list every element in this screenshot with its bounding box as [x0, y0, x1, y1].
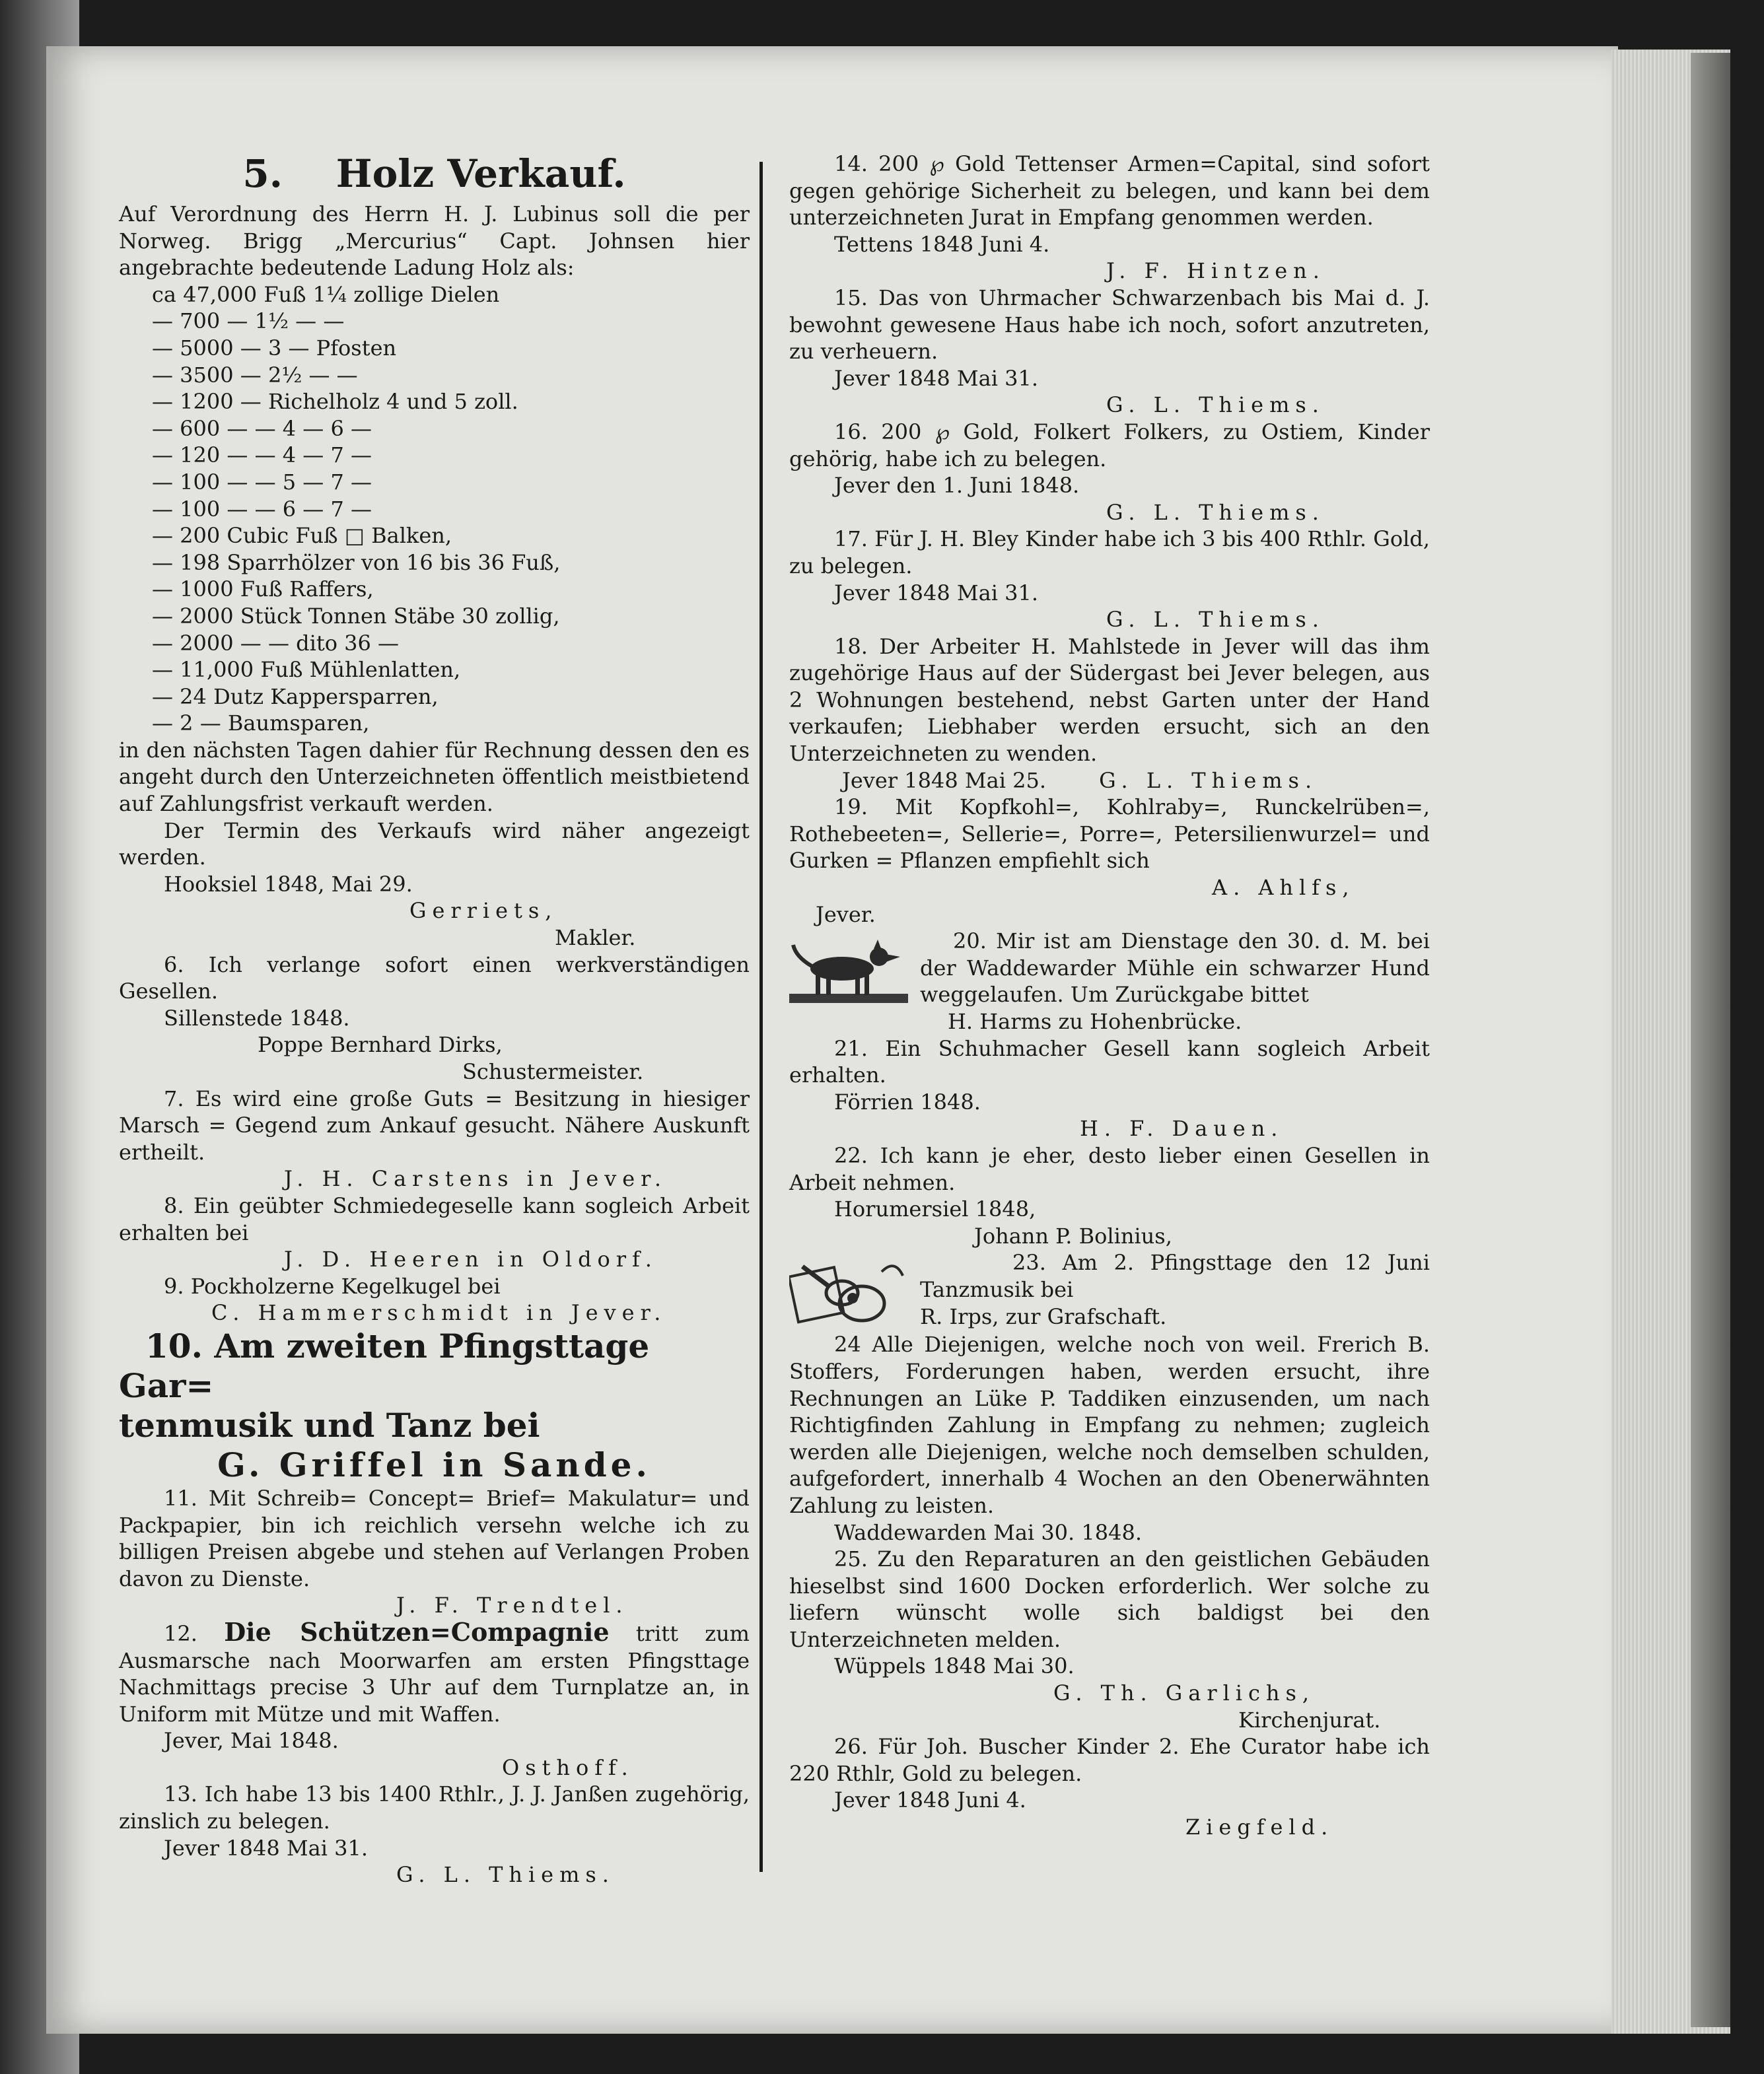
notice-6-signature: Poppe Bernhard Dirks, [258, 1032, 503, 1058]
notice-12-text: tritt zum Ausmarsche nach Moorwarfen am ersten Pfingsttage Nachmittags precise 3 Uhr auf dem Turnplatze an, in Uniform mit Mütze und mit Waffen. [119, 1620, 750, 1727]
notice-18-signature: G. L. Thiems. [1099, 767, 1318, 793]
notice-13-date: Jever 1848 Mai 31. [164, 1835, 368, 1861]
timber-line: — 3500 — 2½ — — [152, 362, 358, 388]
timber-line: — 198 Sparrhölzer von 16 bis 36 Fuß, [152, 549, 561, 575]
timber-line: — 100 — — 5 — 7 — [152, 469, 372, 495]
notice-11: 11. Mit Schreib= Concept= Brief= Makulatur= und Packpapier, bin ich reichlich versehn welche ich zu billigen Preisen abgebe und stehen auf Verlangen Proben davon zu Dienste. [119, 1485, 750, 1591]
right-column [789, 151, 1430, 1841]
notice-11-signature: J. F. Trendtel. [396, 1593, 629, 1618]
notice-9-signature: C. Hammerschmidt in Jever. [211, 1300, 667, 1326]
timber-line: — 2000 Stück Tonnen Stäbe 30 zollig, [152, 603, 560, 629]
timber-line: — 600 — — 4 — 6 — [152, 415, 372, 441]
notice-14: 14. 200 ℘ Gold Tettenser Armen=Capital, sind sofort gegen gehörige Sicherheit zu belegen, und kann bei dem unterzeichneten Jurat in Empfang genommen werden. [789, 151, 1430, 230]
notice-10-line3: G. Griffel in Sande. [217, 1445, 651, 1484]
dog-icon [789, 930, 908, 1010]
notice-title: Holz Verkauf. [335, 151, 626, 196]
timber-line: — 1000 Fuß Raffers, [152, 576, 374, 602]
notice-26: 26. Für Joh. Buscher Kinder 2. Ehe Curator habe ich 220 Rthlr, Gold zu belegen. [789, 1734, 1430, 1786]
notice-25-signature: G. Th. Garlichs, [1053, 1680, 1315, 1706]
notice-5-heading [119, 151, 750, 197]
notice-5-signature-title: Makler. [555, 925, 636, 951]
notice-24: 24 Alle Diejenigen, welche noch von weil. Frerich B. Stoffers, Forderungen haben, werden ersucht, ihre Rechnungen an Lüke P. Taddiken einzusenden, um nach Richtigfinden Zahlung in Empfang zu nehmen; zugleich werden alle Diejenigen, welche noch demselben schulden, aufgefordert, innerhalb 4 Wochen an den Obenerwähnten Zahlung zu leisten. [789, 1332, 1430, 1518]
notice-21: 21. Ein Schuhmacher Gesell kann sogleich Arbeit erhalten. [789, 1035, 1430, 1088]
notice-16: 16. 200 ℘ Gold, Folkert Folkers, zu Ostiem, Kinder gehörig, habe ich zu belegen. [789, 419, 1430, 471]
notice-17-signature: G. L. Thiems. [1106, 607, 1325, 633]
timber-list [119, 281, 750, 737]
notice-23-block [789, 1249, 1430, 1331]
notice-12-date: Jever, Mai 1848. [164, 1728, 339, 1754]
notice-14-signature: J. F. Hintzen. [1106, 258, 1325, 284]
notice-5-termin: Der Termin des Verkaufs wird näher angezeigt werden. [119, 817, 750, 870]
notice-13-signature: G. L. Thiems. [396, 1862, 615, 1888]
notice-12 [119, 1616, 750, 1727]
notice-6-date: Sillenstede 1848. [164, 1005, 350, 1031]
notice-20-block [789, 901, 1430, 1035]
notice-19: 19. Mit Kopfkohl=, Kohlraby=, Runckelrüben=, Rothebeeten=, Sellerie=, Porre=, Petersilienwurzel= und Gurken = Pflanzen empfiehlt sich [789, 794, 1430, 874]
notice-22: 22. Ich kann je eher, desto lieber einen Gesellen in Arbeit nehmen. [789, 1142, 1430, 1195]
notice-25-signature-title: Kirchenjurat. [1238, 1707, 1381, 1733]
timber-line: — 1200 — Richelholz 4 und 5 zoll. [152, 389, 518, 415]
notice-18: 18. Der Arbeiter H. Mahlstede in Jever will das ihm zugehörige Haus auf der Südergast bei Jever belegen, aus 2 Wohnungen bestehend, nebst Garten unter der Hand verkaufen; Liebhaber werden ersucht, sich an den Unterzeichneten zu wenden. [789, 633, 1430, 767]
notice-8: 8. Ein geübter Schmiedegeselle kann sogleich Arbeit erhalten bei [119, 1193, 750, 1245]
notice-5-signature: Gerriets, [409, 898, 558, 924]
timber-line: — 24 Dutz Kappersparren, [152, 683, 439, 709]
notice-7-signature: J. H. Carstens in Jever. [284, 1166, 668, 1192]
notice-19-signature: A. Ahlfs, [1212, 875, 1355, 901]
notice-16-signature: G. L. Thiems. [1106, 499, 1325, 525]
notice-6: 6. Ich verlange sofort einen werkverständigen Gesellen. [119, 951, 750, 1004]
timber-line: — 200 Cubic Fuß □ Balken, [152, 523, 452, 549]
notice-23: 23. Am 2. Pfingsttage den 12 Juni Tanzmusik bei [920, 1250, 1430, 1302]
notice-5-body: in den nächsten Tagen dahier für Rechnung dessen den es angeht durch den Unterzeichneten öffentlich meistbietend auf Zahlungsfrist verkauft werden. [119, 737, 750, 817]
notice-6-signature-title: Schustermeister. [462, 1059, 644, 1084]
notice-12-signature: Osthoff. [502, 1754, 634, 1780]
notice-7: 7. Es wird eine große Guts = Besitzung in hiesiger Marsch = Gegend zum Ankauf gesucht. Nähere Auskunft ertheilt. [119, 1086, 750, 1165]
notice-5-intro: Auf Verordnung des Herrn H. J. Lubinus soll die per Norweg. Brigg „Mercurius“ Capt. Johnsen hier angebrachte bedeutende Ladung Holz als: [119, 201, 750, 281]
notice-21-signature: H. F. Dauen. [1080, 1116, 1284, 1142]
notice-15: 15. Das von Uhrmacher Schwarzenbach bis Mai d. J. bewohnt gewesene Haus habe ich noch, sofort anzutreten, zu verheuern. [789, 285, 1430, 364]
notice-17: 17. Für J. H. Bley Kinder habe ich 3 bis 400 Rthlr. Gold, zu belegen. [789, 526, 1430, 578]
notice-25-date: Wüppels 1848 Mai 30. [834, 1653, 1075, 1679]
left-column [119, 151, 750, 1888]
notice-15-date: Jever 1848 Mai 31. [834, 365, 1038, 391]
notice-23-signature: R. Irps, zur Grafschaft. [920, 1303, 1167, 1329]
timber-line: — 120 — — 4 — 7 — [152, 442, 372, 468]
notice-number: 5. [242, 151, 283, 196]
timber-line: — 2000 — — dito 36 — [152, 630, 400, 656]
timber-line: ca 47,000 Fuß 1¼ zollige Dielen [152, 281, 500, 307]
notice-18-date-signature [789, 767, 1430, 794]
column-divider [759, 162, 763, 1872]
timber-line: — 5000 — 3 — Pfosten [152, 335, 397, 361]
notice-18-date: Jever 1848 Mai 25. [842, 767, 1046, 793]
notice-10-line2: tenmusik und Tanz bei [119, 1405, 540, 1445]
notice-8-signature: J. D. Heeren in Oldorf. [284, 1247, 658, 1272]
notice-14-date: Tettens 1848 Juni 4. [834, 231, 1050, 257]
notice-25: 25. Zu den Reparaturen an den geistlichen Gebäuden hieselbst sind 1600 Docken erforderlich. Wer solche zu liefern wünscht wolle sich baldigst bei den Unterzeichneten melden. [789, 1546, 1430, 1652]
notice-5-date: Hooksiel 1848, Mai 29. [164, 871, 413, 897]
notice-22-date: Horumersiel 1848, [834, 1196, 1036, 1222]
guitar-icon [789, 1252, 908, 1331]
notice-20-signature: H. Harms zu Hohenbrücke. [948, 1009, 1242, 1034]
notice-26-signature: Ziegfeld. [1185, 1815, 1334, 1840]
notice-22-signature: Johann P. Bolinius, [974, 1223, 1172, 1249]
timber-line: — 2 — Baumsparen, [152, 710, 370, 736]
book-cover-edge [1691, 53, 1730, 2027]
notice-20: 20. Mir ist am Dienstage den 30. d. M. bei der Waddewarder Mühle ein schwarzer Hund weggelaufen. Um Zurückgabe bittet [920, 928, 1430, 1008]
notice-15-signature: G. L. Thiems. [1106, 392, 1325, 418]
notice-12-number: 12. [164, 1620, 197, 1646]
notice-19-place: Jever. [816, 901, 876, 927]
notice-24-date: Waddewarden Mai 30. 1848. [834, 1519, 1142, 1545]
timber-line: — 700 — 1½ — — [152, 308, 345, 334]
notice-26-date: Jever 1848 Juni 4. [834, 1787, 1026, 1813]
notice-9: 9. Pockholzerne Kegelkugel bei [164, 1273, 501, 1299]
timber-line: — 100 — — 6 — 7 — [152, 496, 372, 522]
notice-17-date: Jever 1848 Mai 31. [834, 580, 1038, 605]
notice-10-line1: 10. Am zweiten Pfingsttage Gar= [119, 1326, 650, 1405]
timber-line: — 11,000 Fuß Mühlenlatten, [152, 657, 461, 683]
notice-21-date: Förrien 1848. [834, 1089, 981, 1115]
notice-12-bold: Die Schützen=Compagnie [224, 1616, 610, 1647]
notice-16-date: Jever den 1. Juni 1848. [834, 473, 1080, 499]
notice-13: 13. Ich habe 13 bis 1400 Rthlr., J. J. Janßen zugehörig, zinslich zu belegen. [119, 1781, 750, 1834]
